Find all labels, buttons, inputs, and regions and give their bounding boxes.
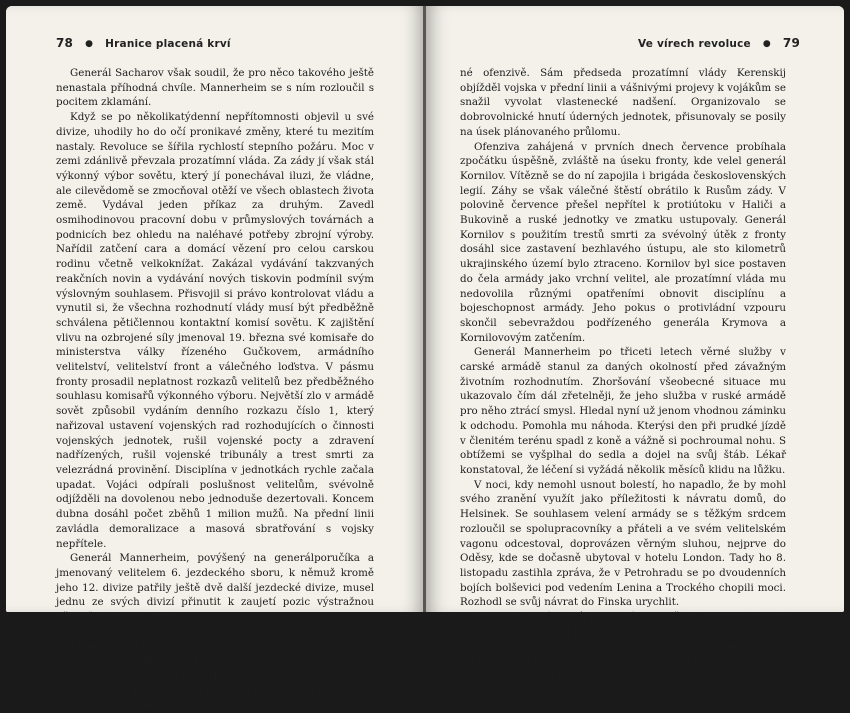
left-page-header <box>56 36 231 50</box>
bullet-icon: ● <box>85 39 94 49</box>
paragraph: Generál Mannerheim, povýšený na generálporučíka a jmenovaný velitelem 6. jezdeckého sboru, k němuž kromě jeho 12. divize patřily ještě dvě další jezdecké divize, musel jednu ze svých divizí přinutit k zaujetí pozic výstražnou dělostřeleckou palbou. <box>56 552 374 624</box>
left-page-body <box>56 66 374 713</box>
running-head: Hranice placená krví <box>105 38 231 50</box>
left-page <box>6 6 424 712</box>
bullet-icon: ● <box>762 39 771 49</box>
paragraph: V noci, kdy nemohl usnout bolestí, ho napadlo, že by mohl svého zranění využít jako příležitosti k návratu domů, do Helsinek. Se souhlasem velení armády se s těžkým srdcem rozloučil se spolupracovníky a přáteli a ve svém velitelském vagonu odcestoval, doprovázen věrným sluhou, nejprve do Oděsy, kde se dočasně ubytoval v hotelu London. Tady ho 8. listopadu zastihla zpráva, že v Petrohradu se po dvoudenních bojích bolševici pod vedením Lenina a Trockého chopili moci. Rozhodl se svůj návrat do Finska urychlit. <box>460 478 786 609</box>
right-page <box>426 6 844 682</box>
paragraph: Když se po několikatýdenní nepřítomnosti objevil u své divize, uhodily ho do očí pronikavé změny, které tu mezitím nastaly. Revoluce se šířila rychlostí stepního požáru. Moc v zemi zdánlivě převzala prozatímní vláda. Za zády jí však stál výkonný výbor sovětu, který jí ponechával iluzi, že vládne, ale cilevědomě se zmocňoval otěží ve všech oblastech života země. Vydával jeden příkaz za druhým. Zavedl osmihodinovou pracovní dobu v průmyslových továrnách a podnicích bez ohledu na naléhavé potřeby zbrojní výroby. Nařídil zatčení cara a domácí vězení pro celou carskou rodinu včetně velkoknížat. Zakázal vydávání takzvaných reakčních novin a vydávání nových tiskovin podmínil svým výslovným souhlasem. Přisvojil si právo kontrolovat vládu a vynutil si, že všechna rozhodnutí vlády musí být předběžně schválena pětičlennou kontaktní komisí sovětu. K zajištění vlivu na ozbrojené síly jmenoval 19. března své komisaře do ministerstva války řízeného Gučkovem, armádního velitelství, velitelství front a válečného loďstva. V pásmu fronty prosadil neplatnost rozkazů velitelů bez předběžného souhlasu komisařů výkonného výboru. Největší zlo v armádě sovět způsobil vydáním denního rozkazu číslo 1, který nařizoval ustavení vojenských rad rozhodujících o činnosti vojenských jednotek, rušil vojenské pocty a zdravení nadřízených, rušil vojenské tribunály a trest smrti za velezrádná provinění. Disciplína v jednotkách rychle začala upadat. Vojáci odpírali poslušnost velitelům, svévolně odjížděli na dovolenou nebo jednoduše dezertovali. Koncem dubna dosáhl počet zběhů 1 milion mužů. Na přední linii zavládla demoralizace a masová sbratřování s vojsky nepřítele. <box>56 111 374 550</box>
paragraph: Generál Sacharov však soudil, že pro něco takového ještě nenastala příhodná chvíle. Mannerheim se s ním rozloučil s pocitem zklamání. <box>56 67 374 109</box>
running-head: Ve vírech revoluce <box>638 38 751 50</box>
page-number: 78 <box>56 36 74 50</box>
paragraph: Na západní frontě se v té době převaha začala už zřetelně přiklánět na stranu britsko-francouzských vojsk. Vyhlídky Německa a Rakousko-Uherska se zejména po vstupu Spojených států amerických do války pronikavě zhoršovaly. Demokratické Rusko nechtělo zůstat ve válečných úspěších pozadu. Jeho armáda se připravovala k všeobec- <box>56 625 374 712</box>
open-book <box>6 6 844 712</box>
page-number: 79 <box>782 36 800 50</box>
paragraph: Generál Mannerheim po třiceti letech věrné služby v carské armádě stanul za daných okolností před závažným životním rozhodnutím. Zhoršování všeobecné situace mu ukazovalo čím dál zřetelněji, že jeho služba v ruské armádě pro něho ztrácí smysl. Hledal nyní už jenom vhodnou záminku k odchodu. Pomohla mu náhoda. Kterýsi den při prudké jízdě v členitém terénu spadl z koně a vážně si pochroumal nohu. S obtížemi se vyšplhal do sedla a dojel na svůj štáb. Lékař konstatoval, že léčení si vyžádá několik měsíců klidu na lůžku. <box>460 346 786 476</box>
paragraph: né ofenzivě. Sám předseda prozatímní vlády Kerenskij objížděl vojska v přední linii a vášnivými projevy k vojákům se snažil vyvolat vlastenecké nadšení. Organizovalo se dobrovolnické hnutí úderných jednotek, přisunovaly se posily na úsek plánovaného průlomu. <box>460 67 786 138</box>
paragraph: Ofenziva zahájená v prvních dnech července probíhala zpočátku úspěšně, zvláště na úseku fronty, kde velel generál Kornilov. Vítězně se do ní zapojila i brigáda československých legií. Záhy se však válečné štěstí obrátilo k Rusům zády. V polovině července přešel nepřítel k protiútoku v Haliči a Bukovině a ruské jednotky ve zmatku ustupovaly. Generál Kornilov s použitím trestů smrti za svévolný útěk z fronty dosáhl sice zastavení bezhlavého ústupu, ale sto kilometrů ukrajinského území bylo ztraceno. Kornilov byl sice postaven do čela armády jako vrchní velitel, ale prozatímní vláda mu nedovolila různými opatřeními obnovit disciplínu a bojeschopnost armády. Jeho pokus o protivládní vzpouru skončil sebevraždou podřízeného generála Krymova a Kornilovovým zatčením. <box>460 140 786 344</box>
right-page-header <box>638 36 800 50</box>
right-page-body <box>460 66 786 684</box>
paragraph: Obstaral si písemné povolení k cestě do Petrohradu. Za normálních okolností to byla záležitost dvou tří dnů, nyní však provoz na železnici provázely nepředstavitelné obtíže. Vlaky jezdily nepravidelně a vagony byly přeplněny tak, že cestující se do nich i ven museli někdy <box>460 611 786 682</box>
